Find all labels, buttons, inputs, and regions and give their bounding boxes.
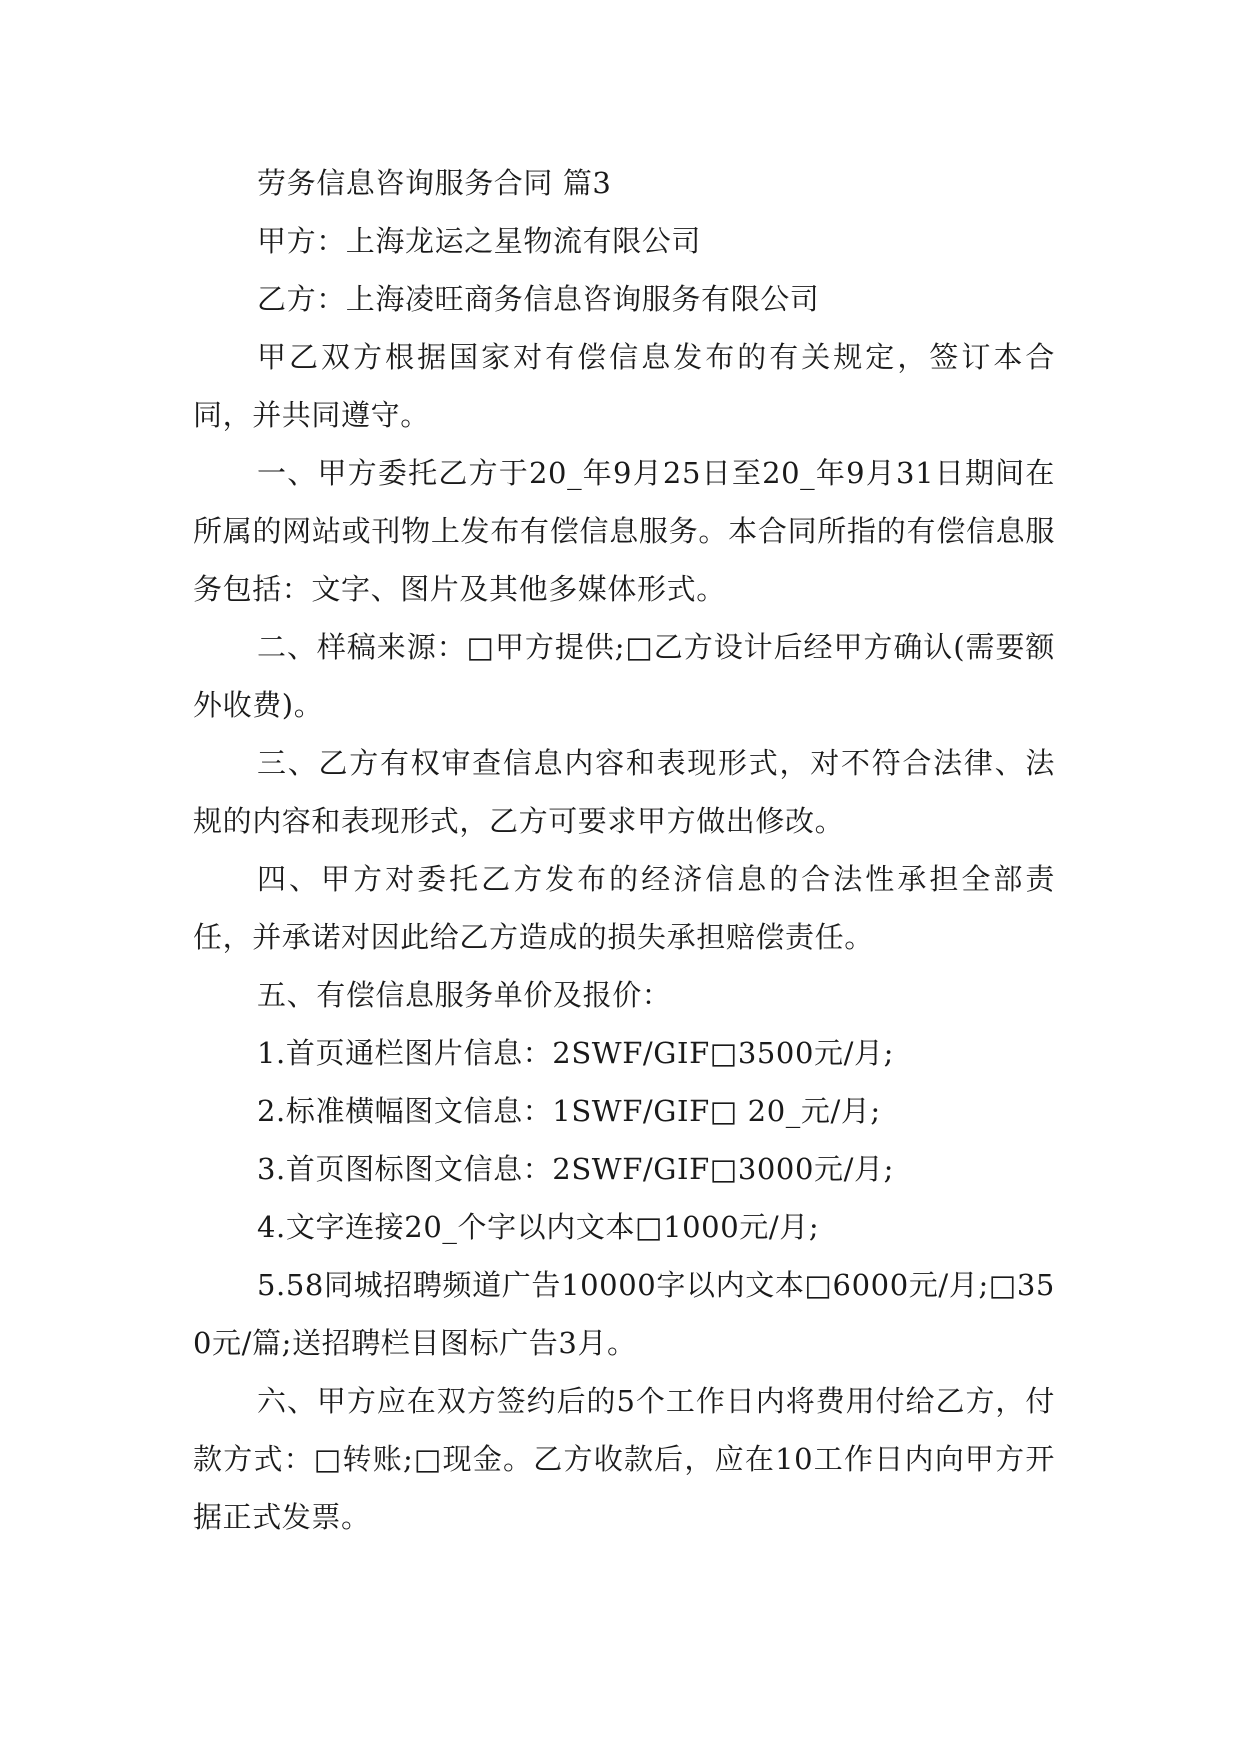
document-title: 劳务信息咨询服务合同 篇3 — [257, 166, 612, 200]
clause-5-heading: 五、有偿信息服务单价及报价： — [257, 978, 672, 1012]
clause-1-paragraph: 一、甲方委托乙方于20_年9月25日至20_年9月31日期间在所属的网站或刊物上发布有偿信息服务。本合同所指的有偿信息服务包括：文字、图片及其他多媒体形式。 — [193, 456, 1055, 606]
price-item-3: 3.首页图标图文信息：2SWF/GIF□3000元/月; — [257, 1152, 894, 1186]
party-a-line: 甲方：上海龙运之星物流有限公司 — [257, 224, 702, 258]
price-item-1: 1.首页通栏图片信息：2SWF/GIF□3500元/月; — [257, 1036, 894, 1070]
clause-4-paragraph: 四、甲方对委托乙方发布的经济信息的合法性承担全部责任，并承诺对因此给乙方造成的损失承担赔偿责任。 — [193, 862, 1055, 954]
price-item-2: 2.标准横幅图文信息：1SWF/GIF□ 20_元/月; — [257, 1094, 881, 1128]
clause-6-paragraph: 六、甲方应在双方签约后的5个工作日内将费用付给乙方，付款方式：□转账;□现金。乙方收款后，应在10工作日内向甲方开据正式发票。 — [193, 1384, 1055, 1534]
price-item-4: 4.文字连接20_个字以内文本□1000元/月; — [257, 1210, 820, 1244]
clause-2-paragraph: 二、样稿来源：□甲方提供;□乙方设计后经甲方确认(需要额外收费)。 — [193, 630, 1055, 722]
clause-3-paragraph: 三、乙方有权审查信息内容和表现形式，对不符合法律、法规的内容和表现形式，乙方可要求甲方做出修改。 — [193, 746, 1055, 838]
document-body — [193, 154, 1055, 1546]
party-b-line: 乙方：上海凌旺商务信息咨询服务有限公司 — [257, 282, 820, 316]
price-item-5: 5.58同城招聘频道广告10000字以内文本□6000元/月;□350元/篇;送招聘栏目图标广告3月。 — [193, 1268, 1055, 1360]
preamble-paragraph: 甲乙双方根据国家对有偿信息发布的有关规定，签订本合同，并共同遵守。 — [193, 340, 1055, 432]
